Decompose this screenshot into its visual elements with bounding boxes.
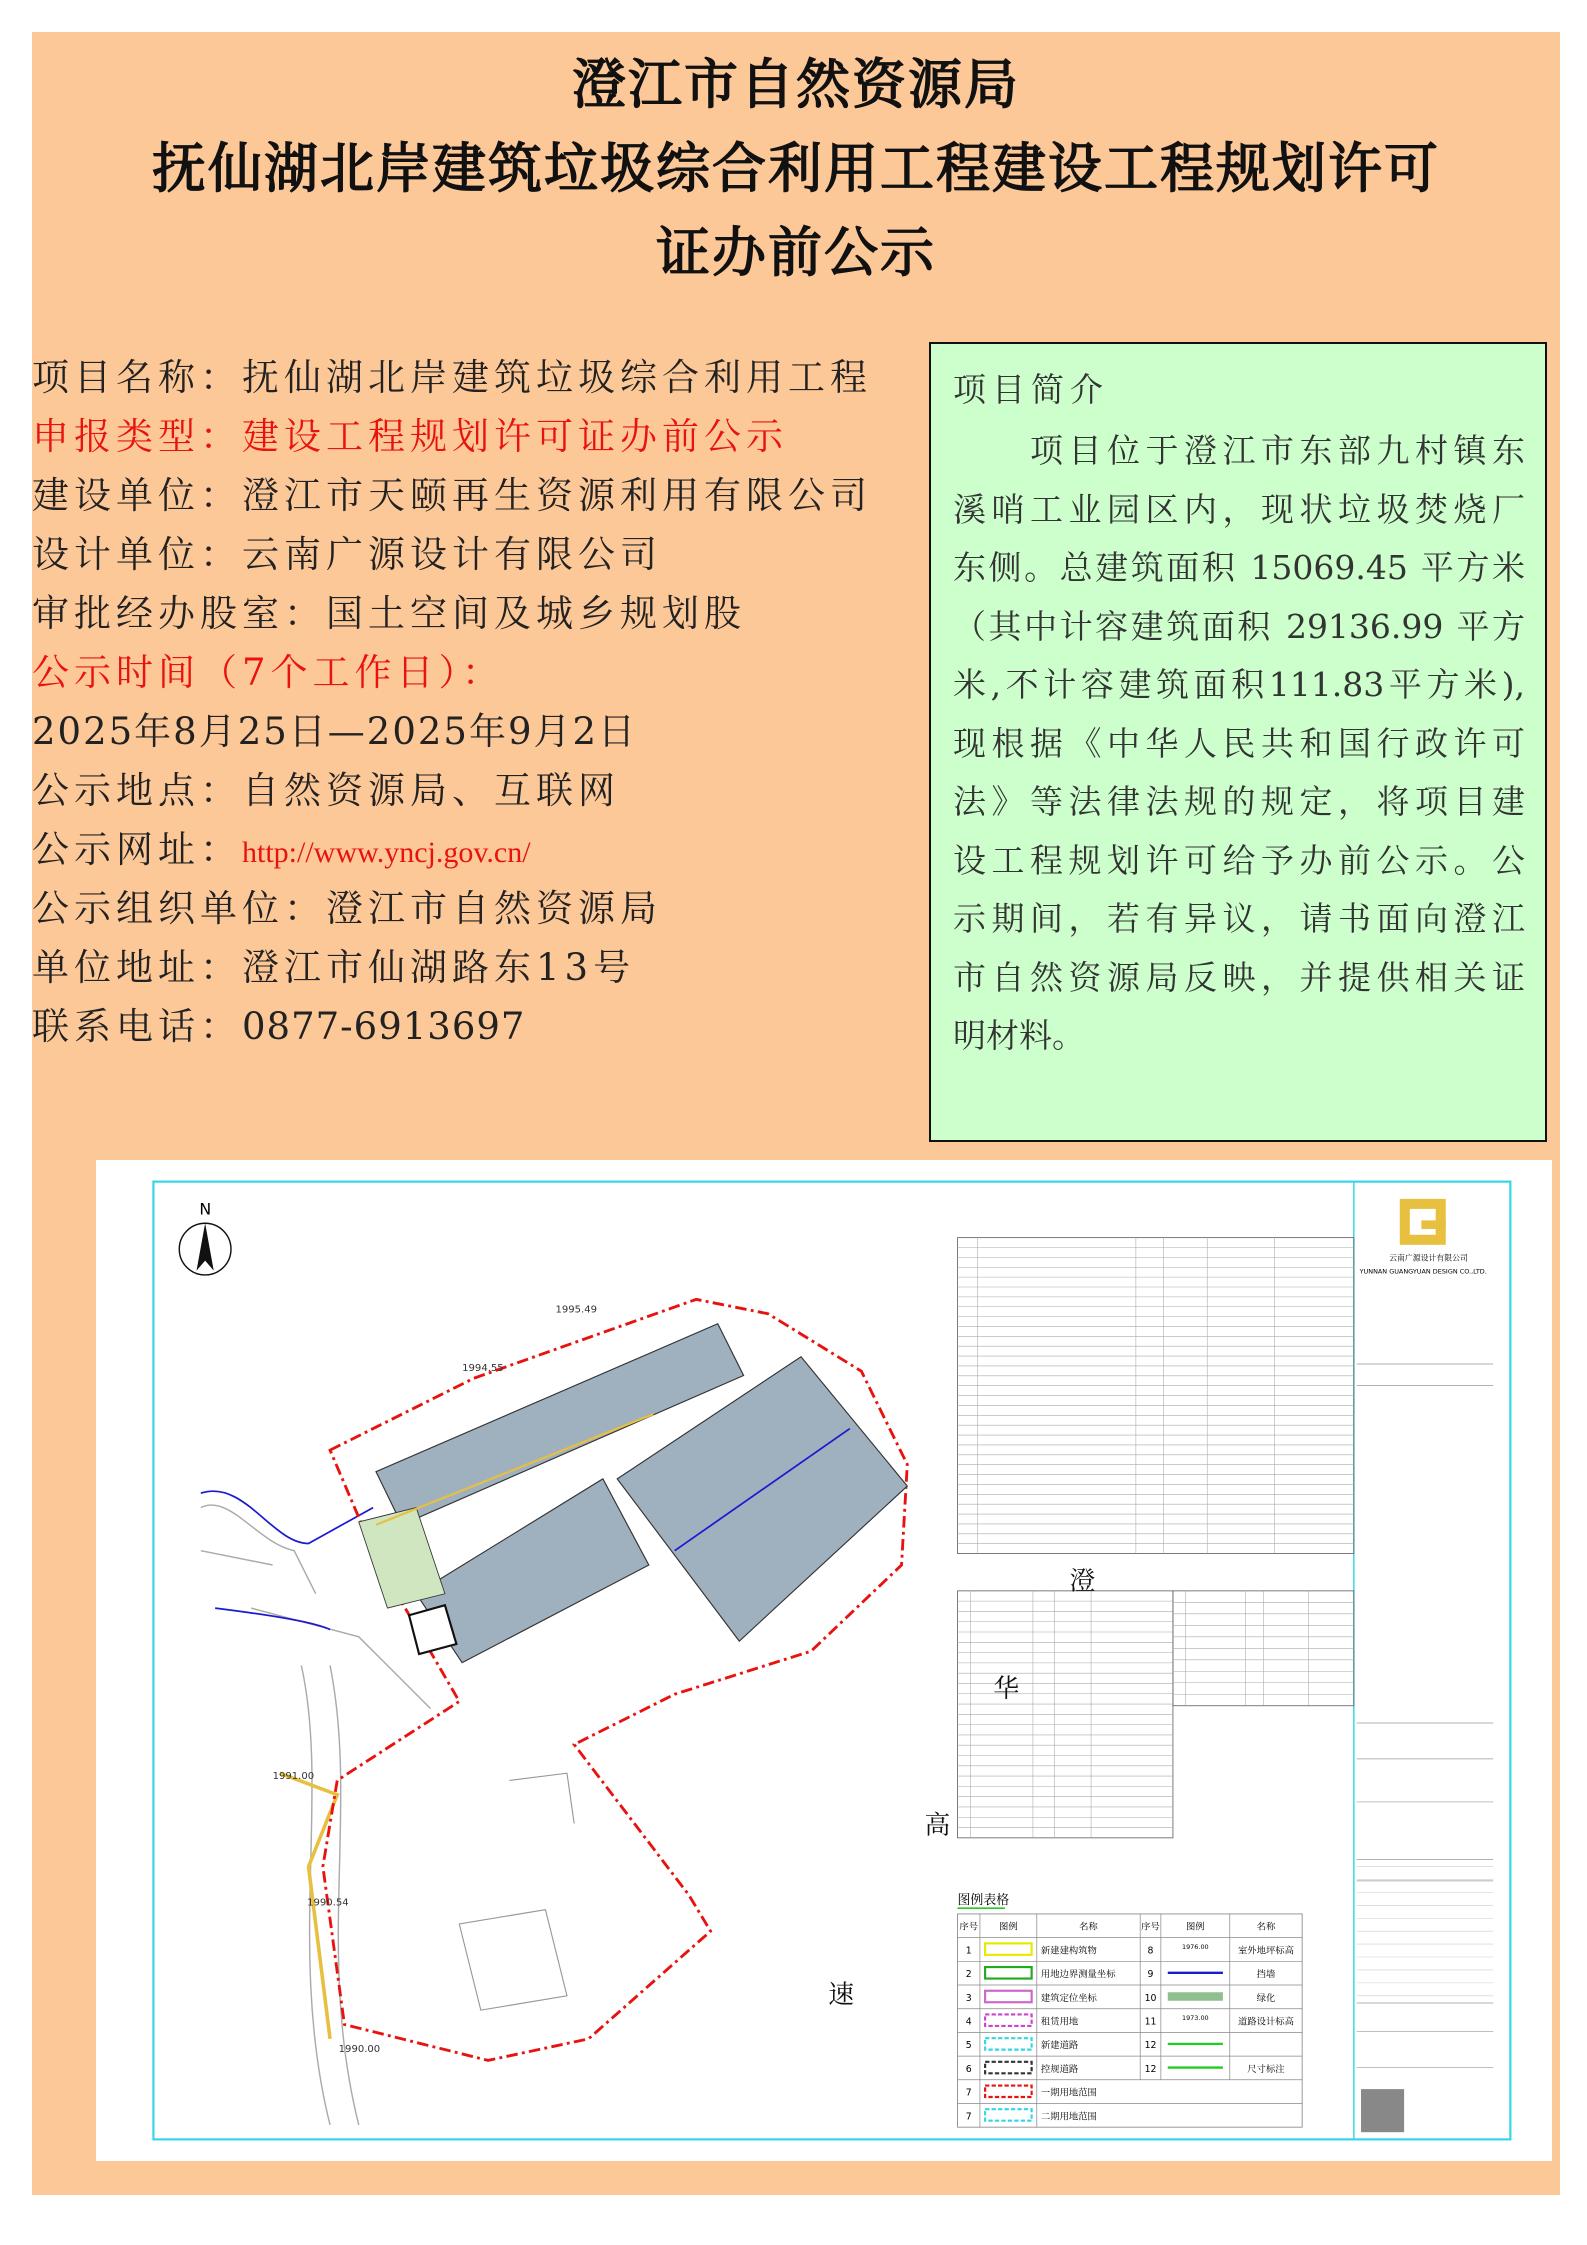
office-row: 审批经办股室：国土空间及城乡规划股	[32, 592, 746, 635]
legend-no: 12	[1144, 2063, 1157, 2075]
title-line-3: 证办前公示	[656, 221, 936, 284]
legend-header: 序号	[1141, 1921, 1160, 1933]
intro-line: 溪哨工业园区内，现状垃圾焚烧厂	[953, 489, 1525, 529]
wall-lines	[201, 1491, 373, 1629]
website-link[interactable]: http://www.yncj.gov.cn/	[242, 836, 531, 869]
legend-no: 2	[965, 1969, 972, 1981]
existing-structures	[459, 1773, 574, 2010]
legend-no: 1	[965, 1945, 972, 1957]
road-char: 高	[924, 1810, 951, 1841]
legend-header: 名称	[1079, 1921, 1098, 1933]
legend-name: 尺寸标注	[1247, 2063, 1285, 2075]
legend-name: 二期用地范围	[1040, 2111, 1097, 2123]
elevation-label: 1991.00	[272, 1770, 315, 1782]
legend-name: 挡墙	[1256, 1969, 1276, 1981]
title-line-2: 抚仙湖北岸建筑垃圾综合利用工程建设工程规划许可	[152, 137, 1440, 200]
legend-name: 道路设计标高	[1237, 2016, 1294, 2028]
elevation-label: 1990.54	[307, 1897, 349, 1909]
project-name-row: 项目名称：抚仙湖北岸建筑垃圾综合利用工程	[32, 356, 872, 399]
place-row: 公示地点：自然资源局、互联网	[32, 769, 620, 812]
intro-line: 米,不计容建筑面积111.83平方米),	[953, 665, 1525, 704]
legend-symbol-label: 1973.00	[1181, 2014, 1209, 2023]
intro-line: 东侧。总建筑面积 15069.45 平方米	[953, 548, 1525, 587]
intro-line: 市自然资源局反映，并提供相关证	[953, 957, 1525, 997]
company-name-en: YUNNAN GUANGYUAN DESIGN CO.,LTD.	[1359, 1267, 1487, 1276]
legend-no: 7	[965, 2087, 972, 2099]
north-arrow-needle	[197, 1223, 214, 1270]
legend-symbol	[985, 1991, 1032, 2002]
organizer-row: 公示组织单位：澄江市自然资源局	[32, 887, 662, 930]
company-name-cn: 云南广源设计有限公司	[1389, 1253, 1468, 1263]
green-area	[359, 1508, 445, 1609]
designer-row: 设计单位：云南广源设计有限公司	[32, 533, 662, 576]
intro-line: 设工程规划许可给予办前公示。公	[953, 840, 1525, 880]
legend-header: 序号	[959, 1921, 979, 1933]
legend-header: 图例	[1185, 1921, 1205, 1933]
website-row: 公示网址：http://www.yncj.gov.cn/	[32, 828, 531, 871]
builder-row: 建设单位：澄江市天颐再生资源利用有限公司	[32, 474, 872, 517]
legend-symbol	[985, 2086, 1032, 2097]
legend-header: 图例	[999, 1921, 1018, 1933]
legend-name: 一期用地范围	[1040, 2087, 1097, 2099]
legend-name: 租赁用地	[1040, 2016, 1079, 2028]
elevation-label: 1995.49	[555, 1304, 598, 1316]
legend-no: 7	[965, 2111, 972, 2123]
site-plan-drawing	[96, 1160, 1552, 2161]
legend-no: 5	[965, 2040, 972, 2052]
intro-text	[953, 422, 1525, 1066]
title-block-rows	[1357, 1364, 1493, 2068]
legend-no: 8	[1147, 1945, 1154, 1957]
legend-symbol	[985, 1967, 1032, 1978]
qr-code	[1361, 2089, 1404, 2132]
legend-no: 11	[1144, 2016, 1157, 2028]
period-label: 公示时间（7个工作日）：	[32, 651, 505, 694]
legend-name: 新建建构筑物	[1040, 1945, 1097, 1957]
intro-line: 明材料。	[953, 1016, 1085, 1055]
road-char: 华	[993, 1674, 1020, 1705]
apply-type-row: 申报类型：建设工程规划许可证办前公示	[32, 415, 788, 458]
legend-no: 6	[965, 2063, 972, 2075]
legend-symbol	[985, 2062, 1032, 2073]
project-intro-box	[929, 342, 1547, 1142]
intro-line: 法》等法律法规的规定，将项目建	[953, 782, 1525, 821]
intro-line: （其中计容建筑面积 29136.99 平方	[953, 606, 1525, 646]
phone-row: 联系电话：0877-6913697	[32, 1005, 526, 1048]
legend-no: 4	[965, 2016, 972, 2028]
legend-name: 控规道路	[1040, 2063, 1079, 2075]
intro-line: 现根据《中华人民共和国行政许可	[953, 723, 1525, 763]
legend-header: 名称	[1256, 1921, 1276, 1933]
legend-no: 3	[965, 1992, 972, 2004]
legend-name: 室外地坪标高	[1237, 1945, 1294, 1957]
legend-table	[958, 1892, 1303, 2127]
road-char: 速	[828, 1979, 855, 2010]
north-label: N	[199, 1199, 212, 1219]
elevation-label: 1990.00	[338, 2043, 381, 2055]
intro-line: 项目位于澄江市东部九村镇东	[953, 431, 1525, 470]
legend-name: 用地边界测量坐标	[1040, 1969, 1116, 1981]
elevation-label: 1994.55	[462, 1363, 504, 1375]
title-line-1: 澄江市自然资源局	[572, 53, 1020, 116]
period-value: 2025年8月25日—2025年9月2日	[32, 710, 638, 753]
site-plan-svg	[96, 1160, 1552, 2161]
data-tables	[958, 1238, 1354, 1838]
legend-symbol	[985, 2038, 1032, 2049]
address-row: 单位地址：澄江市仙湖路东13号	[32, 946, 636, 989]
legend-title: 图例表格	[957, 1892, 1010, 1908]
legend-symbol	[985, 2014, 1032, 2025]
legend-name: 绿化	[1256, 1992, 1276, 2004]
legend-no: 12	[1144, 2040, 1157, 2052]
intro-heading: 项目简介	[953, 370, 1109, 409]
road-name-labels	[828, 1566, 1095, 2010]
project-info	[32, 348, 912, 1056]
legend-name: 建筑定位坐标	[1040, 1992, 1097, 2004]
legend-symbol	[985, 2109, 1032, 2120]
legend-no: 9	[1147, 1969, 1154, 1981]
legend-symbol	[985, 1943, 1032, 1954]
road-char: 澄	[1069, 1566, 1096, 1597]
logo-bar	[1421, 1220, 1445, 1229]
legend-no: 10	[1144, 1992, 1157, 2004]
legend-symbol-label: 1976.00	[1181, 1943, 1209, 1952]
intro-line: 示期间，若有异议，请书面向澄江	[953, 899, 1525, 938]
legend-name: 新建道路	[1040, 2040, 1079, 2052]
